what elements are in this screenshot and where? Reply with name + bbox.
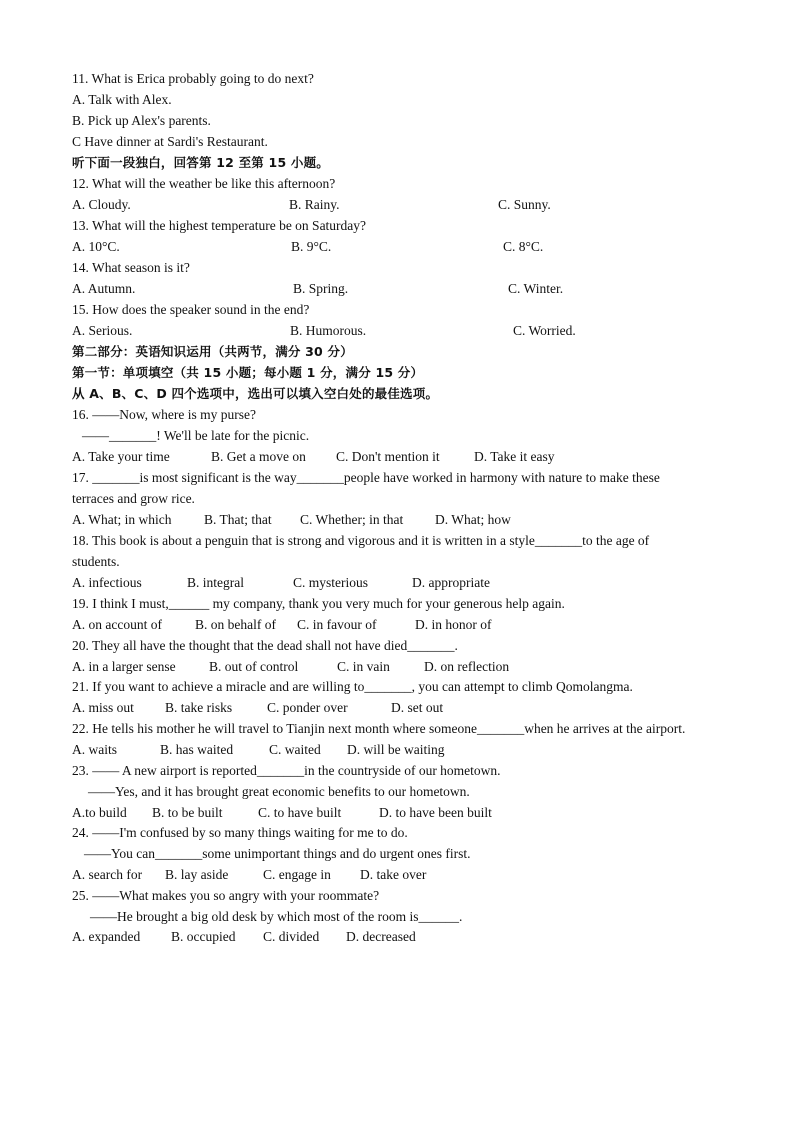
q17-option-a: A. What; in which [72, 512, 172, 527]
q15-option-b: B. Humorous. [290, 323, 367, 338]
q15-stem: 15. How does the speaker sound in the end? [72, 302, 310, 317]
q20-option-a: A. in a larger sense [72, 659, 176, 674]
q11-option-a: A. Talk with Alex. [72, 92, 172, 107]
q24-option-b: B. lay aside [165, 867, 229, 882]
q25-stem: 25. ——What makes you so angry with your roommate? [72, 888, 380, 903]
q19-option-a: A. on account of [72, 617, 162, 632]
q14-stem: 14. What season is it? [72, 260, 190, 275]
q19-option-d: D. in honor of [415, 617, 492, 632]
q23-stem: 23. —— A new airport is reported_______in the countryside of our hometown. [72, 763, 501, 778]
part2-header: 第二部分：英语知识运用（共两节，满分 30 分） [72, 344, 353, 359]
q23-response: ——Yes, and it has brought great economic benefits to our hometown. [88, 784, 470, 799]
q16-response: ——_______! We'll be late for the picnic. [82, 428, 310, 443]
q18-stem-cont: students. [72, 554, 120, 569]
q14-option-a: A. Autumn. [72, 281, 136, 296]
q13-option-b: B. 9°C. [291, 239, 332, 254]
q12-option-b: B. Rainy. [289, 197, 340, 212]
q14-option-c: C. Winter. [508, 281, 564, 296]
q18-option-a: A. infectious [72, 575, 142, 590]
q12-option-a: A. Cloudy. [72, 197, 131, 212]
q17-option-d: D. What; how [435, 512, 511, 527]
q11-option-c: C Have dinner at Sardi's Restaurant. [72, 134, 268, 149]
q16-stem: 16. ——Now, where is my purse? [72, 407, 256, 422]
q22-option-b: B. has waited [160, 742, 234, 757]
q21-option-b: B. take risks [165, 700, 233, 715]
q22-option-c: C. waited [269, 742, 321, 757]
section-12-15-instruction: 听下面一段独白，回答第 12 至第 15 小题。 [72, 155, 329, 170]
q16-option-c: C. Don't mention it [336, 449, 440, 464]
q23-option-b: B. to be built [152, 805, 223, 820]
q23-option-a: A.to build [72, 805, 127, 820]
q25-option-b: B. occupied [171, 929, 236, 944]
q17-option-b: B. That; that [204, 512, 272, 527]
q18-option-d: D. appropriate [412, 575, 490, 590]
q20-option-d: D. on reflection [424, 659, 510, 674]
q24-stem: 24. ——I'm confused by so many things waiting for me to do. [72, 825, 408, 840]
q20-stem: 20. They all have the thought that the dead shall not have died_______. [72, 638, 458, 653]
q24-response: ——You can_______some unimportant things and do urgent ones first. [84, 846, 471, 861]
q17-stem: 17. _______is most significant is the way_______people have worked in harmony with nature to make these [72, 470, 660, 485]
q24-option-a: A. search for [72, 867, 143, 882]
q16-option-b: B. Get a move on [211, 449, 306, 464]
q17-stem-cont: terraces and grow rice. [72, 491, 195, 506]
q21-option-c: C. ponder over [267, 700, 348, 715]
q25-option-a: A. expanded [72, 929, 141, 944]
q20-option-b: B. out of control [209, 659, 299, 674]
q15-option-a: A. Serious. [72, 323, 133, 338]
q21-option-d: D. set out [391, 700, 444, 715]
q13-option-c: C. 8°C. [503, 239, 544, 254]
q22-stem: 22. He tells his mother he will travel to Tianjin next month where someone_______when he arrives at the airport. [72, 721, 686, 736]
q18-option-c: C. mysterious [293, 575, 369, 590]
q16-option-d: D. Take it easy [474, 449, 555, 464]
q25-response: ——He brought a big old desk by which most of the room is______. [90, 909, 463, 924]
q19-stem: 19. I think I must,______ my company, thank you very much for your generous help again. [72, 596, 565, 611]
q15-option-c: C. Worried. [513, 323, 576, 338]
q21-stem: 21. If you want to achieve a miracle and are willing to_______, you can attempt to climb Qomolangma. [72, 679, 633, 694]
q23-option-d: D. to have been built [379, 805, 492, 820]
q14-option-b: B. Spring. [293, 281, 349, 296]
section1-instruction: 从 A、B、C、D 四个选项中，选出可以填入空白处的最佳选项。 [72, 386, 439, 401]
q20-option-c: C. in vain [337, 659, 390, 674]
q19-option-c: C. in favour of [297, 617, 377, 632]
q12-option-c: C. Sunny. [498, 197, 551, 212]
q12-stem: 12. What will the weather be like this afternoon? [72, 176, 336, 191]
q18-stem: 18. This book is about a penguin that is strong and vigorous and it is written in a style_______to the age of [72, 533, 650, 548]
q19-option-b: B. on behalf of [195, 617, 276, 632]
q22-option-a: A. waits [72, 742, 117, 757]
q25-option-d: D. decreased [346, 929, 416, 944]
q11-option-b: B. Pick up Alex's parents. [72, 113, 211, 128]
q22-option-d: D. will be waiting [347, 742, 445, 757]
q18-option-b: B. integral [187, 575, 244, 590]
q16-option-a: A. Take your time [72, 449, 170, 464]
q17-option-c: C. Whether; in that [300, 512, 404, 527]
q23-option-c: C. to have built [258, 805, 342, 820]
q24-option-d: D. take over [360, 867, 427, 882]
q21-option-a: A. miss out [72, 700, 134, 715]
q24-option-c: C. engage in [263, 867, 331, 882]
q13-stem: 13. What will the highest temperature be on Saturday? [72, 218, 367, 233]
q25-option-c: C. divided [263, 929, 320, 944]
q11-stem: 11. What is Erica probably going to do next? [72, 71, 314, 86]
q13-option-a: A. 10°C. [72, 239, 120, 254]
section1-header: 第一节：单项填空（共 15 小题；每小题 1 分，满分 15 分） [72, 365, 424, 380]
